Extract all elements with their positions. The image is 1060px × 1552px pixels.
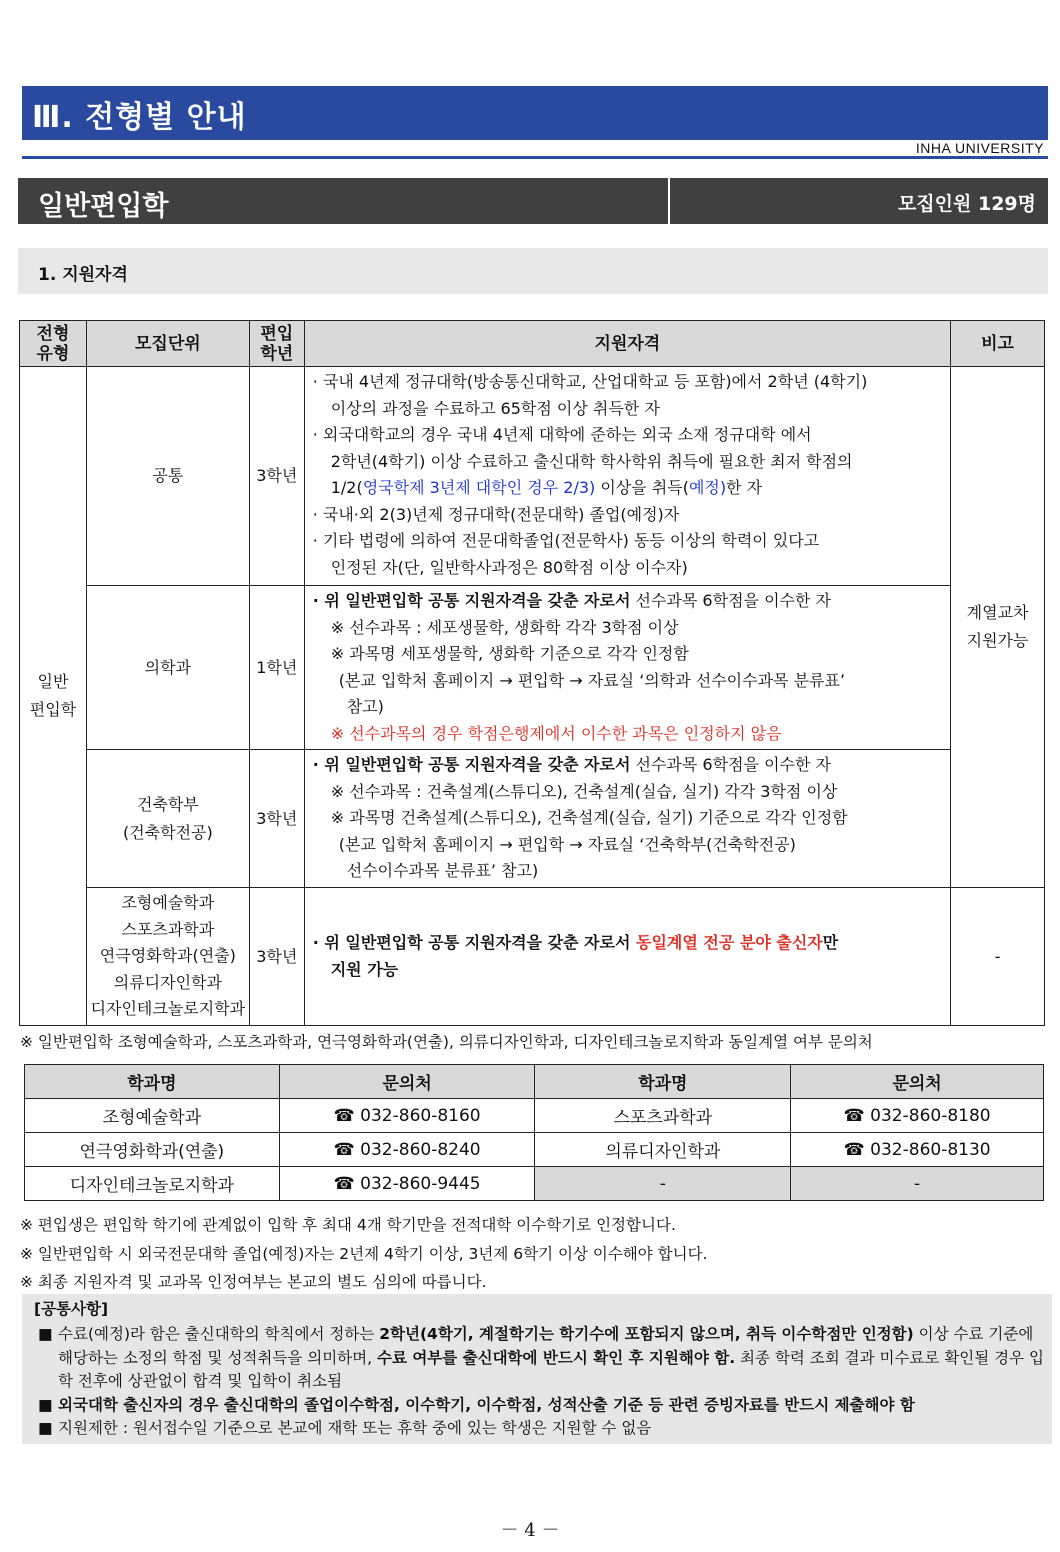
- year-cell: 3학년: [249, 888, 304, 1026]
- note-item: ※ 최종 지원자격 및 교과목 인정여부는 본교의 별도 심의에 따릅니다.: [20, 1273, 487, 1291]
- common-item: ■ 외국대학 출신자의 경우 출신대학의 졸업이수학점, 이수학기, 이수학점, 성적산출 기준 등 관련 증빙자료를 반드시 제출해야 함: [38, 1394, 1048, 1418]
- col-type-header: 전형 유형: [20, 321, 87, 367]
- subsection-header: [18, 248, 1048, 294]
- dept-name: 의류디자인학과: [535, 1133, 791, 1167]
- empty-cell: -: [791, 1167, 1044, 1201]
- note-item: ※ 일반편입학 시 외국전문대학 졸업(예정)자는 2년제 4학기 이상, 3년제 6학기 이상 이수해야 합니다.: [20, 1245, 708, 1263]
- unit-cell: 의학과: [86, 586, 249, 750]
- dept-inquiry-note: ※ 일반편입학 조형예술학과, 스포츠과학과, 연극영화학과(연출), 의류디자인학과, 디자인테크놀로지학과 동일계열 여부 문의처: [20, 1033, 873, 1051]
- bullet-square-icon: ■: [38, 1325, 53, 1343]
- note-item: ※ 편입생은 편입학 학기에 관계없이 입학 후 최대 4개 학기만을 전적대학 이수학기로 인정합니다.: [20, 1216, 676, 1234]
- phone-number: ☎ 032-860-9445: [279, 1167, 535, 1201]
- dept-name: 조형예술학과: [25, 1099, 280, 1133]
- bullet-square-icon: ■: [38, 1419, 53, 1437]
- contact-row: [25, 1099, 1044, 1133]
- unit-cell: 건축학부 (건축학전공): [86, 750, 249, 888]
- unit-cell: 조형예술학과 스포츠과학과 연극영화학과(연출) 의류디자인학과 디자인테크놀로지학과: [86, 888, 249, 1026]
- phone-number: ☎ 032-860-8130: [791, 1133, 1044, 1167]
- section-divider: [668, 178, 670, 224]
- table-row: [20, 888, 1045, 1026]
- common-item: ■ 지원제한 : 원서접수일 기준으로 본교에 재학 또는 휴학 중에 있는 학생은 지원할 수 없음: [38, 1417, 1048, 1441]
- col-unit-header: 모집단위: [86, 321, 249, 367]
- section-title: 일반편입학: [38, 191, 169, 222]
- quota-label: 모집인원 129명: [897, 193, 1036, 215]
- contact-header-cell: 문의처: [791, 1065, 1044, 1099]
- chapter-header: [22, 86, 1048, 140]
- section-header: [18, 178, 1048, 224]
- header-rule: [22, 156, 1048, 159]
- year-cell: 3학년: [249, 750, 304, 888]
- dept-name: 스포츠과학과: [535, 1099, 791, 1133]
- remark-cell: -: [951, 888, 1045, 1026]
- qualification-cell: · 위 일반편입학 공통 지원자격을 갖춘 자로서 동일계열 전공 분야 출신자만 지원 가능: [304, 888, 950, 1026]
- qualification-cell: · 국내 4년제 정규대학(방송통신대학교, 산업대학교 등 포함)에서 2학년 (4학기) 이상의 과정을 수료하고 65학점 이상 취득한 자 · 외국대학교의 경우 국내 4년제 대학에 준하는 외국 소재 정규대학 에서 2학년(4학기) 이상 수료하고 출신대학 학사학위 취득에 필요한 최저 학점의 1/2(영국학제 3년제 대학인 경우 2/3) 이상을 취득(예정)한 자 · 국내·외 2(3)년제 정규대학(전문대학) 졸업(예정)자 · 기타 법령에 의하여 전문대학졸업(전문학사) 동등 이상의 학력이 있다고 인정된 자(단, 일반학사과정은 80학점 이상 이수자): [304, 367, 950, 586]
- dept-name: 연극영화학과(연출): [25, 1133, 280, 1167]
- contact-header-cell: 문의처: [279, 1065, 535, 1099]
- common-item: ■ 수료(예정)라 함은 출신대학의 학칙에서 정하는 2학년(4학기, 계절학기는 학기수에 포함되지 않으며, 취득 이수학점만 인정함) 이상 수료 기준에 해당하는 소정의 학점 및 성적취득을 의미하며, 수료 여부를 출신대학에 반드시 확인 후 지원해야 함. 최종 학력 조회 결과 미수료로 확인될 경우 입학 전후에 상관없이 합격 및 입학이 취소됨: [38, 1325, 1045, 1390]
- contact-header-row: [25, 1065, 1044, 1099]
- year-cell: 3학년: [249, 367, 304, 586]
- subsection-title: 1. 지원자격: [38, 265, 128, 285]
- table-header-row: [20, 321, 1045, 367]
- empty-cell: -: [535, 1167, 791, 1201]
- phone-number: ☎ 032-860-8180: [791, 1099, 1044, 1133]
- contact-header-cell: 학과명: [535, 1065, 791, 1099]
- table-row: [20, 367, 1045, 586]
- contact-table: [24, 1064, 1044, 1201]
- remark-cell: 계열교차 지원가능: [951, 367, 1045, 888]
- dept-name: 디자인테크놀로지학과: [25, 1167, 280, 1201]
- common-notice-heading: [공통사항]: [34, 1300, 109, 1318]
- col-year-header: 편입 학년: [249, 321, 304, 367]
- type-cell: 일반 편입학: [20, 367, 87, 1026]
- university-name: INHA UNIVERSITY: [915, 140, 1044, 156]
- qualification-cell: · 위 일반편입학 공통 지원자격을 갖춘 자로서 선수과목 6학점을 이수한 자 ※ 선수과목 : 건축설계(스튜디오), 건축설계(실습, 실기) 각각 3학점 이상 ※ 과목명 건축설계(스튜디오), 건축설계(실습, 실기) 기준으로 각각 인정함 (본교 입학처 홈페이지 → 편입학 → 자료실 ‘건축학부(건축학전공) 선수이수과목 분류표’ 참고): [304, 750, 950, 888]
- phone-number: ☎ 032-860-8240: [279, 1133, 535, 1167]
- page-number: － 4 －: [500, 1520, 560, 1541]
- col-remark-header: 비고: [951, 321, 1045, 367]
- qualification-table: [19, 320, 1045, 1026]
- table-row: [20, 586, 1045, 750]
- qualification-cell: · 위 일반편입학 공통 지원자격을 갖춘 자로서 선수과목 6학점을 이수한 자 ※ 선수과목 : 세포생물학, 생화학 각각 3학점 이상 ※ 과목명 세포생물학, 생화학 기준으로 각각 인정함 (본교 입학처 홈페이지 → 편입학 → 자료실 ‘의학과 선수이수과목 분류표’ 참고) ※ 선수과목의 경우 학점은행제에서 이수한 과목은 인정하지 않음: [304, 586, 950, 750]
- phone-number: ☎ 032-860-8160: [279, 1099, 535, 1133]
- contact-row: [25, 1133, 1044, 1167]
- unit-cell: 공통: [86, 367, 249, 586]
- year-cell: 1학년: [249, 586, 304, 750]
- table-row: [20, 750, 1045, 888]
- col-qual-header: 지원자격: [304, 321, 950, 367]
- contact-header-cell: 학과명: [25, 1065, 280, 1099]
- contact-row: [25, 1167, 1044, 1201]
- common-notice-box: [22, 1294, 1052, 1444]
- chapter-title: Ⅲ. 전형별 안내: [32, 100, 247, 135]
- bullet-square-icon: ■: [38, 1395, 53, 1414]
